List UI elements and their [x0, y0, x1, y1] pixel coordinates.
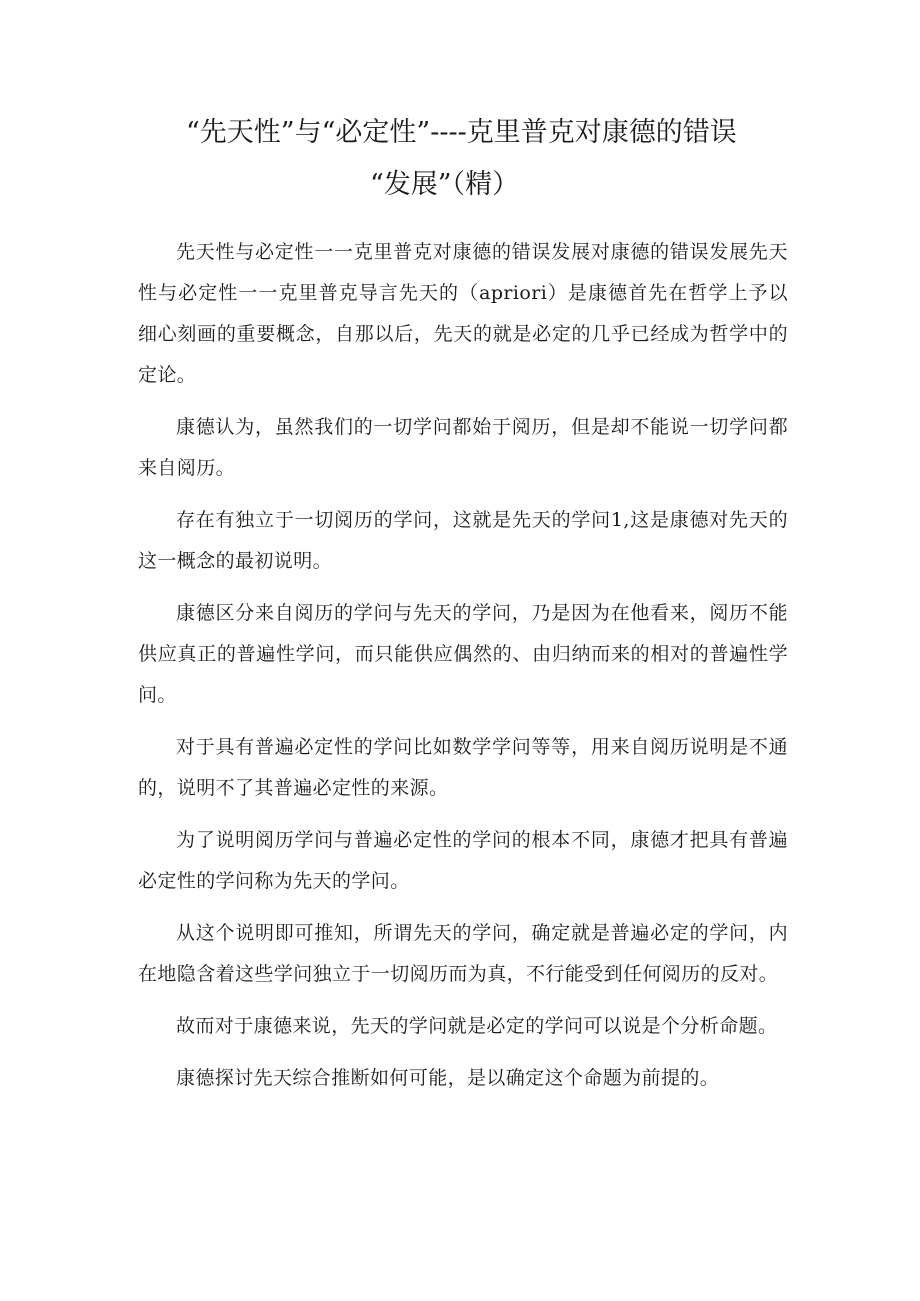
title-line-2: “发展”（精） [370, 169, 520, 200]
document-body [138, 232, 788, 1110]
title-line-1: “先天性”与“必定性”----克里普克对康德的错误 [186, 117, 737, 148]
paragraph-1: 先天性与必定性一一克里普克对康德的错误发展对康德的错误发展先天性与必定性一一克里普克导言先天的（apriori）是康德首先在哲学上予以细心刻画的重要概念，自那以后，先天的就是必定的几乎已经成为哲学中的定论。 [138, 241, 788, 386]
paragraph-2: 康德认为，虽然我们的一切学问都始于阅历，但是却不能说一切学问都来自阅历。 [138, 416, 788, 479]
paragraph-7: 从这个说明即可推知，所谓先天的学问，确定就是普遍必定的学问，内在地隐含着这些学问独立于一切阅历而为真，不行能受到任何阅历的反对。 [138, 922, 788, 985]
paragraph-8: 故而对于康德来说，先天的学问就是必定的学问可以说是个分析命题。 [176, 1015, 778, 1037]
paragraph-3: 存在有独立于一切阅历的学问，这就是先天的学问1,这是康德对先天的这一概念的最初说明。 [138, 509, 788, 572]
paragraph-5: 对于具有普遍必定性的学问比如数学学问等等，用来自阅历说明是不通的，说明不了其普遍必定性的来源。 [138, 736, 788, 799]
paragraph-9: 康德探讨先天综合推断如何可能，是以确定这个命题为前提的。 [176, 1067, 720, 1089]
document-title [138, 107, 798, 211]
paragraph-6: 为了说明阅历学问与普遍必定性的学问的根本不同，康德才把具有普遍必定性的学问称为先天的学问。 [138, 829, 788, 892]
paragraph-4: 康德区分来自阅历的学问与先天的学问，乃是因为在他看来，阅历不能供应真正的普遍性学问，而只能供应偶然的、由归纳而来的相对的普遍性学问。 [138, 602, 788, 706]
